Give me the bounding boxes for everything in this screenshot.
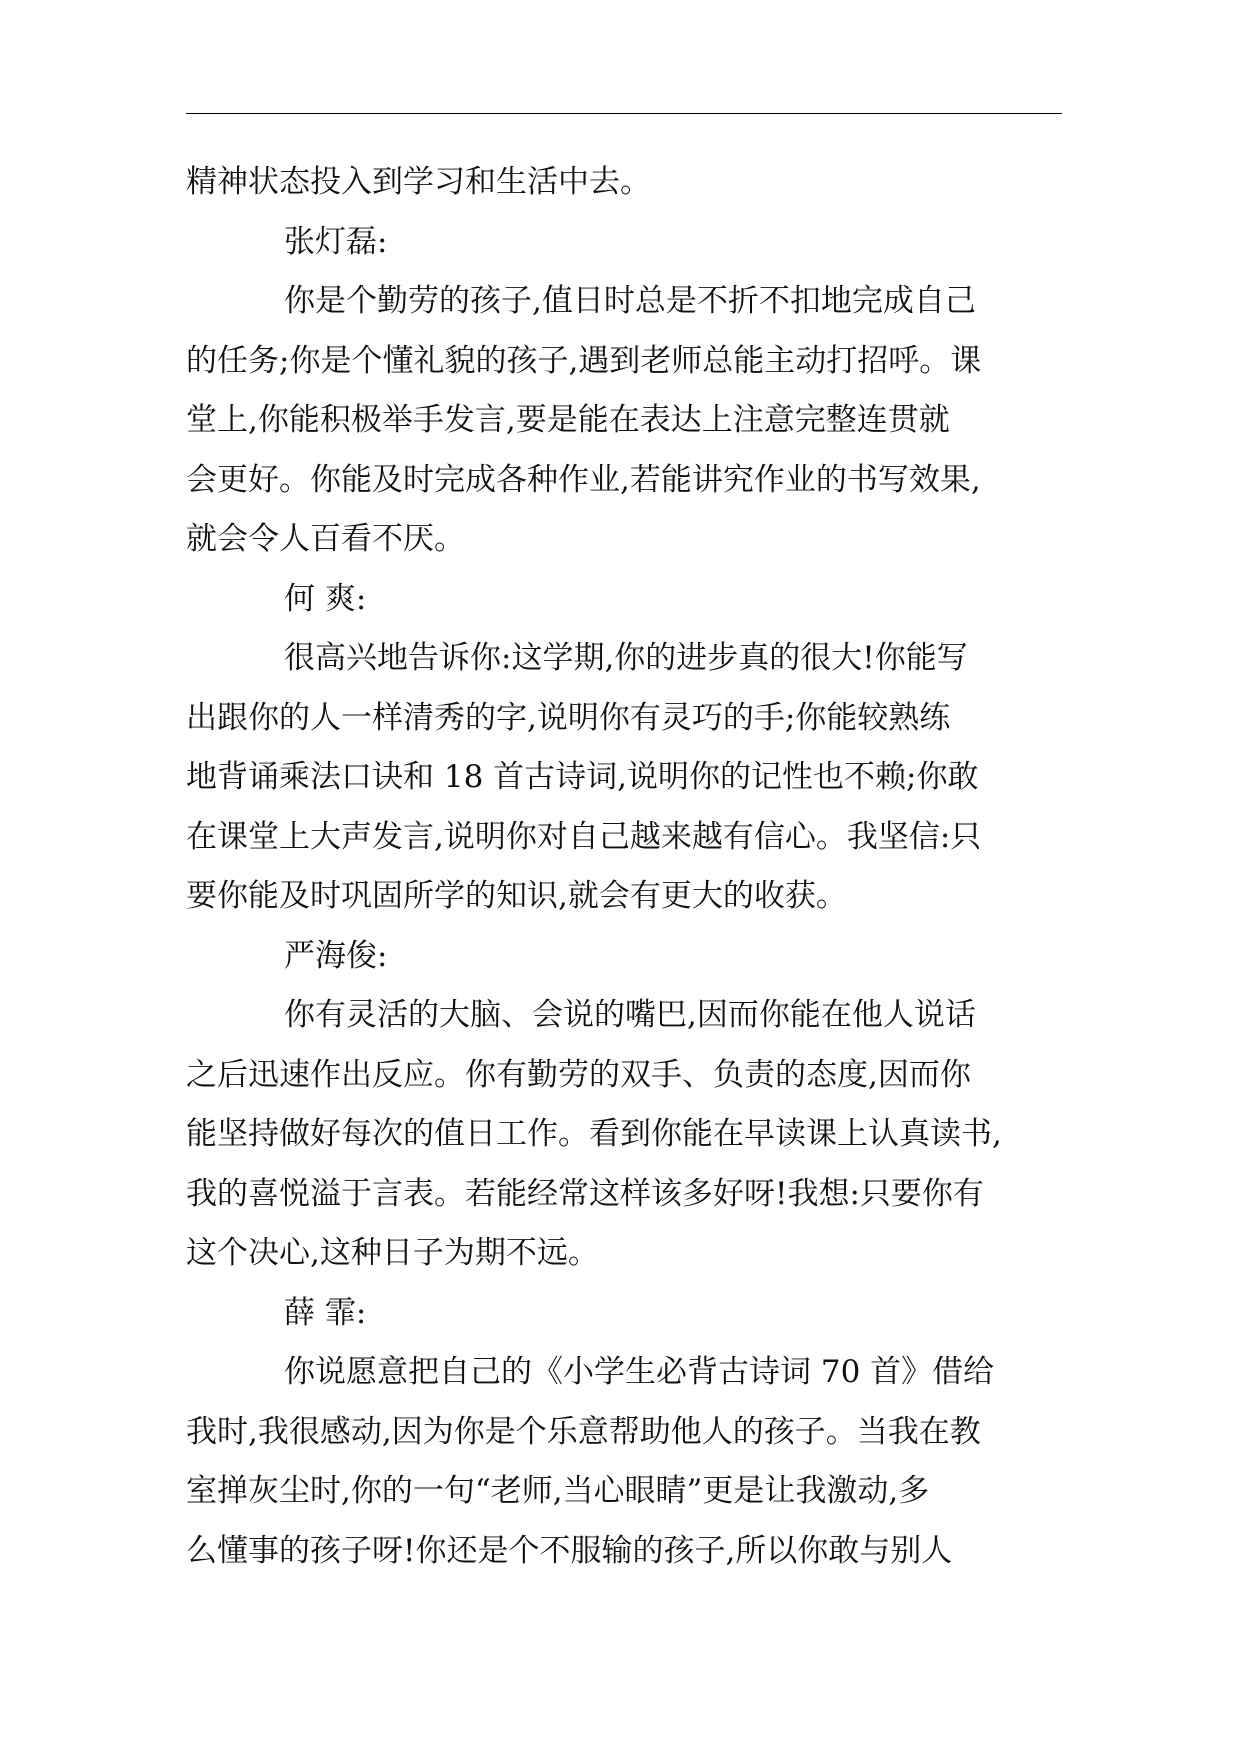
- document-body: [186, 153, 1062, 1581]
- header-divider: [186, 113, 1062, 114]
- text-line: 就会令人百看不厌。: [186, 521, 465, 557]
- student-name-heading: 严海俊:: [284, 937, 388, 974]
- student-name-heading: 何 爽:: [284, 580, 367, 617]
- text-line: 之后迅速作出反应。你有勤劳的双手、负责的态度,因而你: [186, 1056, 971, 1093]
- text-line: 能坚持做好每次的值日工作。看到你能在早读课上认真读书,: [186, 1116, 1002, 1152]
- text-line: 我的喜悦溢于言表。若能经常这样该多好呀!我想:只要你有: [186, 1175, 984, 1212]
- text-line: 你是个勤劳的孩子,值日时总是不折不扣地完成自己: [284, 283, 976, 319]
- student-name-heading: 薛 霏:: [284, 1294, 367, 1331]
- student-name-heading: 张灯磊:: [284, 223, 388, 260]
- text-line: 室掸灰尘时,你的一句“老师,当心眼睛”更是让我激动,多: [186, 1473, 930, 1509]
- text-line: 这个决心,这种日子为期不远。: [186, 1235, 599, 1271]
- text-line: 精神状态投入到学习和生活中去。: [186, 164, 651, 200]
- text-line: 你说愿意把自己的《小学生必背古诗词 70 首》借给: [284, 1354, 995, 1390]
- text-line: 么懂事的孩子呀!你还是个不服输的孩子,所以你敢与别人: [186, 1532, 953, 1569]
- text-line: 我时,我很感动,因为你是个乐意帮助他人的孩子。当我在教: [186, 1413, 981, 1450]
- text-line: 地背诵乘法口诀和 18 首古诗词,说明你的记性也不赖;你敢: [186, 759, 979, 795]
- text-line: 堂上,你能积极举手发言,要是能在表达上注意完整连贯就: [186, 402, 950, 438]
- text-line: 会更好。你能及时完成各种作业,若能讲究作业的书写效果,: [186, 461, 981, 498]
- text-line: 在课堂上大声发言,说明你对自己越来越有信心。我坚信:只: [186, 818, 982, 855]
- text-line: 很高兴地告诉你:这学期,你的进步真的很大!你能写: [284, 640, 968, 676]
- text-line: 的任务;你是个懂礼貌的孩子,遇到老师总能主动打招呼。课: [186, 342, 982, 379]
- text-line: 要你能及时巩固所学的知识,就会有更大的收获。: [186, 878, 847, 914]
- text-line: 出跟你的人一样清秀的字,说明你有灵巧的手;你能较熟练: [186, 699, 951, 736]
- text-line: 你有灵活的大脑、会说的嘴巴,因而你能在他人说话: [284, 997, 976, 1033]
